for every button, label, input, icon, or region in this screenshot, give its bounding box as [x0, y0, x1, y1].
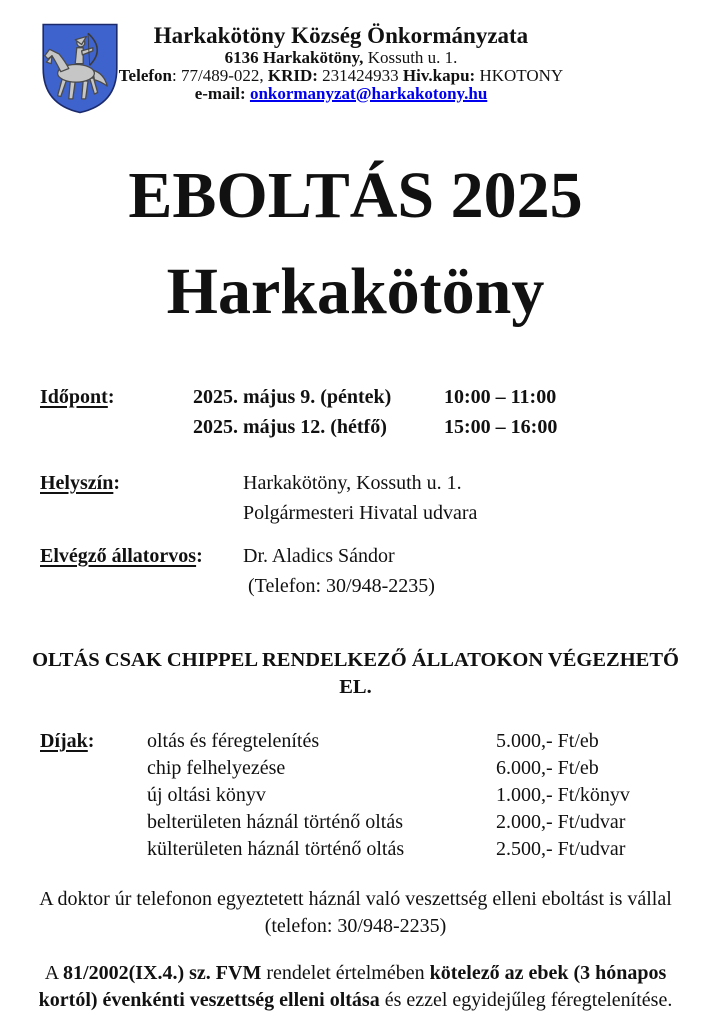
fee-service: külterületen háznál történő oltás: [147, 838, 405, 860]
vet-phone: (Telefon: 30/948-2235): [248, 575, 435, 597]
fee-service: új oltási könyv: [147, 784, 266, 806]
krid-value: 231424933: [317, 66, 403, 85]
regulation-seg1: A: [44, 962, 64, 984]
vet-name: Dr. Aladics Sándor: [243, 545, 395, 567]
fee-price: 5.000,- Ft/eb: [496, 730, 599, 752]
regulation-paragraph: [25, 960, 686, 1014]
schedule-spacer: [40, 412, 193, 442]
vet-spacer: [40, 571, 243, 601]
fee-service: belterületen háznál történő oltás: [147, 811, 404, 833]
fees-label: Díjak:: [40, 730, 95, 752]
schedule-label: Időpont:: [40, 386, 115, 408]
fee-price: 6.000,- Ft/eb: [496, 757, 599, 779]
schedule-date-1: 2025. május 9. (péntek): [193, 386, 392, 408]
chip-notice-line2: EL.: [339, 676, 372, 698]
org-contacts: [30, 67, 652, 85]
fee-service: chip felhelyezése: [147, 757, 286, 779]
vet-label: Elvégző állatorvos:: [40, 545, 203, 567]
schedule-date-2: 2025. május 12. (hétfő): [193, 416, 387, 438]
page-title-line1: EBOLTÁS 2025: [128, 159, 583, 232]
regulation-seg3: rendelet értelmében: [261, 962, 430, 984]
org-address: [30, 49, 652, 67]
fee-service: oltás és féregtelenítés: [147, 730, 320, 752]
home-visit-line2: (telefon: 30/948-2235): [264, 915, 447, 937]
location-line1: Harkakötöny, Kossuth u. 1.: [243, 472, 462, 494]
phone-value: : 77/489-022,: [172, 66, 268, 85]
email-link[interactable]: onkormanyzat@harkakotony.hu: [249, 84, 488, 103]
krid-label: KRID:: [267, 66, 318, 85]
schedule-time-2: 15:00 – 16:00: [444, 416, 558, 438]
fees-section: [0, 728, 711, 863]
location-line2: Polgármesteri Hivatal udvara: [243, 502, 478, 524]
regulation-seg4: kötelező az ebek (3 hónapos: [429, 962, 667, 984]
hivkapu-label: Hiv.kapu:: [402, 66, 476, 85]
fee-price: 2.500,- Ft/udvar: [496, 838, 626, 860]
schedule-section: [0, 382, 711, 442]
chip-notice-line1: OLTÁS CSAK CHIPPEL RENDELKEZŐ ÁLLATOKON VÉGEZHETŐ: [32, 649, 679, 671]
regulation-seg2: 81/2002(IX.4.) sz. FVM: [63, 962, 262, 984]
hivkapu-value: HKOTONY: [475, 66, 564, 85]
address-bold: 6136 Harkakötöny,: [224, 48, 364, 67]
schedule-time-1: 10:00 – 11:00: [444, 386, 557, 408]
regulation-seg6: és ezzel egyidejűleg féregtelenítése.: [379, 989, 673, 1011]
regulation-seg5: kortól) évenkénti veszettség elleni oltása: [38, 989, 380, 1011]
home-visit-paragraph: [25, 886, 686, 940]
header-text-block: [30, 22, 652, 103]
fee-price: 1.000,- Ft/könyv: [496, 784, 630, 806]
phone-label: Telefon: [118, 66, 172, 85]
fee-price: 2.000,- Ft/udvar: [496, 811, 626, 833]
home-visit-line1: A doktor úr telefonon egyeztetett háznál való veszettség elleni eboltást is vállal: [39, 888, 672, 910]
org-email-line: [30, 85, 652, 103]
vet-section: [0, 541, 711, 601]
email-label: e-mail:: [194, 84, 250, 103]
org-name: Harkakötöny Község Önkormányzata: [153, 23, 529, 48]
location-spacer: [40, 498, 243, 528]
chip-notice: [30, 647, 681, 701]
address-rest: Kossuth u. 1.: [363, 48, 458, 67]
header: [0, 0, 711, 120]
page-title-line2: Harkakötöny: [166, 255, 545, 328]
location-section: [0, 468, 711, 528]
location-label: Helyszín:: [40, 472, 121, 494]
title-block: [0, 120, 711, 340]
